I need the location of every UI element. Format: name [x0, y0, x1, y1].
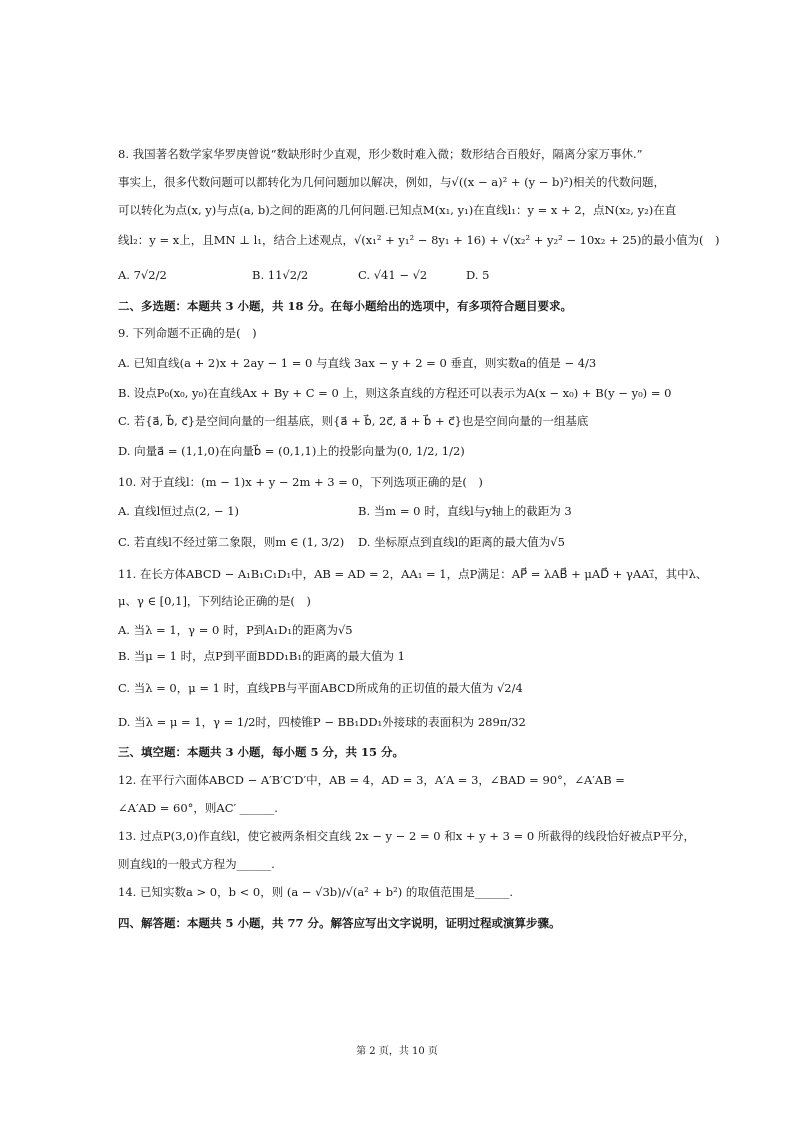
section-heading-fill-in: 三、填空题：本题共 3 小题，每小题 5 分，共 15 分。: [118, 745, 405, 759]
q8-option-b: B. 11√2/2: [252, 268, 309, 282]
q8-line-3: 可以转化为点(x, y)与点(a, b)之间的距离的几何问题.已知点M(x₁, y₁)在直线l₁：y = x + 2，点N(x₂, y₂)在直: [118, 203, 677, 217]
q10-stem: 10. 对于直线l：(m − 1)x + y − 2m + 3 = 0，下列选项正确的是( ): [118, 475, 483, 489]
q11-option-c: C. 当λ = 0，μ = 1 时，直线PB与平面ABCD所成角的正切值的最大值为 √2/4: [118, 681, 523, 695]
q11-stem-2: μ、γ ∈ [0,1]，下列结论正确的是( ): [118, 594, 311, 608]
q9-option-c: C. 若{a⃗, b⃗, c⃗}是空间向量的一组基底，则{a⃗ + b⃗, 2c⃗, a⃗ + b⃗ + c⃗}也是空间向量的一组基底: [118, 414, 589, 428]
q12-line-2: ∠A′AD = 60°，则AC′ ______.: [118, 801, 278, 815]
q8-line-4: 线l₂：y = x上，且MN ⊥ l₁，结合上述观点，√(x₁² + y₁² − 8y₁ + 16) + √(x₂² + y₂² − 10x₂ + 25)的最小值为( ): [118, 233, 720, 247]
page-footer: 第 2 页，共 10 页: [356, 1046, 438, 1057]
q10-option-d: D. 坐标原点到直线l的距离的最大值为√5: [358, 535, 565, 549]
q13-line-2: 则直线l的一般式方程为______.: [118, 857, 275, 871]
section-heading-multiple-choice: 二、多选题：本题共 3 小题，共 18 分。在每小题给出的选项中，有多项符合题目要求。: [118, 299, 573, 313]
q11-option-a: A. 当λ = 1，γ = 0 时，P到A₁D₁的距离为√5: [118, 623, 353, 637]
q8-option-a: A. 7√2/2: [118, 268, 167, 282]
q10-option-b: B. 当m = 0 时，直线l与y轴上的截距为 3: [358, 504, 572, 518]
q9-stem: 9. 下列命题不正确的是( ): [118, 326, 257, 340]
q12-line-1: 12. 在平行六面体ABCD − A′B′C′D′中，AB = 4，AD = 3，A′A = 3，∠BAD = 90°，∠A′AB =: [118, 773, 625, 787]
q9-option-b: B. 设点P₀(x₀, y₀)在直线Ax + By + C = 0 上，则这条直线的方程还可以表示为A(x − x₀) + B(y − y₀) = 0: [118, 386, 672, 400]
q11-option-b: B. 当μ = 1 时，点P到平面BDD₁B₁的距离的最大值为 1: [118, 649, 405, 663]
q9-option-a: A. 已知直线(a + 2)x + 2ay − 1 = 0 与直线 3ax − y + 2 = 0 垂直，则实数a的值是 − 4/3: [118, 356, 597, 370]
q8-line-2: 事实上，很多代数问题可以都转化为几何问题加以解决，例如，与√((x − a)² + (y − b)²)相关的代数问题，: [118, 175, 666, 189]
q11-stem-1: 11. 在长方体ABCD − A₁B₁C₁D₁中，AB = AD = 2，AA₁ = 1，点P满足：AP⃗ = λAB⃗ + μAD⃗ + γAA₁⃗，其中λ、: [118, 567, 708, 581]
q10-option-c: C. 若直线l不经过第二象限，则m ∈ (1, 3/2): [118, 535, 345, 549]
q14-line-1: 14. 已知实数a > 0，b < 0，则 (a − √3b)/√(a² + b²) 的取值范围是______.: [118, 885, 513, 899]
q8-line-1: 8. 我国著名数学家华罗庚曾说“数缺形时少直观，形少数时难入微；数形结合百般好，隔离分家万事休.”: [118, 147, 643, 161]
q9-option-d: D. 向量a⃗ = (1,1,0)在向量b⃗ = (0,1,1)上的投影向量为(0, 1/2, 1/2): [118, 444, 465, 458]
q8-option-d: D. 5: [466, 268, 490, 282]
q8-option-c: C. √41 − √2: [358, 268, 428, 282]
q13-line-1: 13. 过点P(3,0)作直线l，使它被两条相交直线 2x − y − 2 = 0 和x + y + 3 = 0 所截得的线段恰好被点P平分，: [118, 829, 696, 843]
q10-option-a: A. 直线l恒过点(2, − 1): [118, 504, 240, 518]
q11-option-d: D. 当λ = μ = 1，γ = 1/2时，四棱锥P − BB₁DD₁外接球的表面积为 289π/32: [118, 715, 526, 729]
section-heading-answer: 四、解答题：本题共 5 小题，共 77 分。解答应写出文字说明，证明过程或演算步骤。: [118, 916, 561, 930]
